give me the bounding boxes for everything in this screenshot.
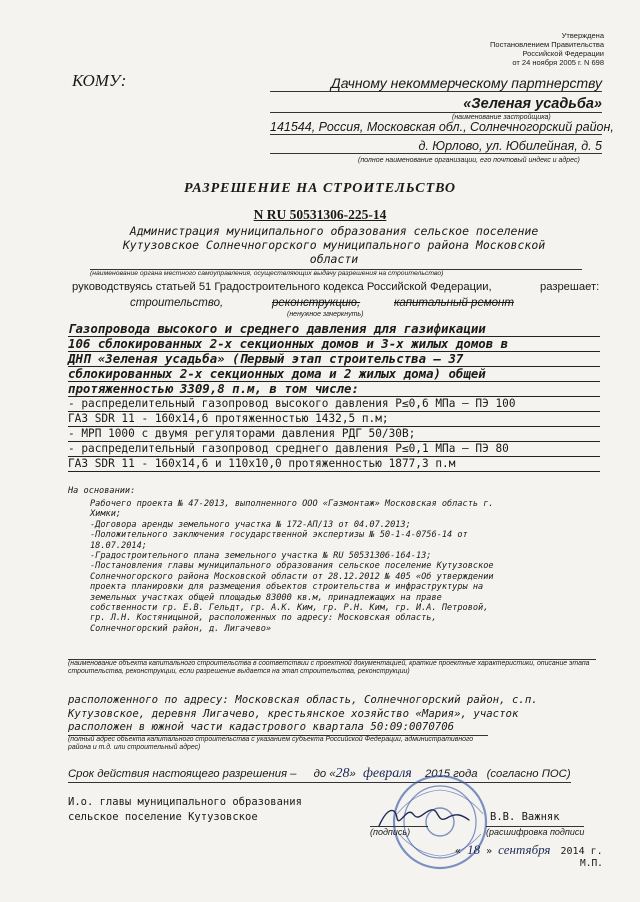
object-line: ГАЗ SDR 11 - 160х14,6 протяженностью 1432,5 п.м; bbox=[68, 412, 600, 427]
signatory-name: В.В. Важняк bbox=[490, 811, 560, 823]
date-year: 2014 г. bbox=[560, 846, 603, 857]
seal-mark-mp: М.П. bbox=[580, 858, 603, 869]
approval-line: Утверждена bbox=[561, 31, 604, 40]
authority-line: Кутузовское Солнечногорского муниципального района Московской bbox=[122, 238, 546, 252]
basis-line: Рабочего проекта № 47-2013, выполненного ООО «Газмонтаж» Московская область г. bbox=[90, 499, 494, 509]
recipient-label: КОМУ: bbox=[72, 71, 127, 90]
basis-line: Солнечногорского района Московской области от 28.12.2012 № 405 «Об утверждении bbox=[90, 571, 494, 582]
validity-year: 2015 года bbox=[424, 768, 478, 780]
validity-suffix: (согласно ПОС) bbox=[486, 768, 571, 780]
validity-prefix: Срок действия настоящего разрешения – bbox=[68, 768, 297, 780]
basis-list bbox=[90, 499, 600, 634]
address-line: расположенного по адресу: Московская область, Солнечногорский район, с.п. bbox=[68, 693, 538, 706]
basis-line: -Постановления главы муниципального образования сельское поселение Кутузовское bbox=[90, 561, 494, 572]
issuing-authority bbox=[68, 224, 600, 266]
address-line: Кутузовское, деревня Лигачево, крестьянское хозяйство «Мария», участок bbox=[68, 706, 519, 720]
work-type-construction: строительство, bbox=[130, 297, 224, 309]
signatory-title-line2: сельское поселение Кутузовское bbox=[68, 811, 258, 823]
basis-line: -Положительного заключения государственной экспертизы № 50-1-4-0756-14 от bbox=[90, 530, 468, 541]
signatory-title-line1: И.о. главы муниципального образования bbox=[68, 796, 302, 808]
approval-line: Постановлением Правительства bbox=[490, 40, 604, 49]
recipient-address-line1: 141544, Россия, Московская обл., Солнечногорский район, bbox=[270, 120, 614, 134]
object-line: - распределительный газопровод среднего давления Р≤0,1 МПа – ПЭ 80 bbox=[68, 442, 600, 457]
date-month: сентября bbox=[498, 842, 551, 857]
signature-caption: (подпись) bbox=[370, 826, 428, 837]
basis-line: -Договора аренды земельного участка № 172-АП/13 от 04.07.2013; bbox=[90, 519, 411, 530]
object-line: протяженностью 3309,8 п.м, в том числе: bbox=[68, 382, 600, 397]
date-day: 18 bbox=[467, 842, 481, 857]
authority-caption: (наименование органа местного самоуправления, осуществляющих выдачу разрешения на строительство) bbox=[90, 269, 582, 277]
recipient-address-caption: (полное наименование организации, его почтовый индекс и адрес) bbox=[358, 157, 580, 164]
authority-line: области bbox=[309, 252, 359, 266]
object-line: 106 сблокированных 2-х секционных домов и 3-х жилых домов в bbox=[68, 337, 600, 352]
allows-label: разрешает: bbox=[540, 281, 600, 293]
basis-line: 18.07.2014; bbox=[90, 540, 147, 551]
basis-label: На основании: bbox=[68, 486, 136, 496]
work-type-capital-repair: капитальный ремонт bbox=[394, 297, 514, 309]
object-line: - МРП 1000 с двумя регуляторами давления РДГ 50/30В; bbox=[68, 427, 600, 442]
basis-line: гр. Л.Н. Костяницыной, расположенных по адресу: Московская область, bbox=[90, 613, 437, 624]
basis-caption: (наименование объекта капитального строительства в соответствии с проектной документацией, краткие проектные характеристики, описание этапа строительства, реконструкции, если разрешение выдается на этап строительства, реконструкции) bbox=[68, 659, 596, 676]
document-title: РАЗРЕШЕНИЕ НА СТРОИТЕЛЬСТВО bbox=[184, 181, 456, 196]
authority-line: Администрация муниципального образования сельское поселение bbox=[129, 224, 539, 238]
basis-line: Химки; bbox=[90, 509, 122, 520]
legal-basis-text: руководствуясь статьей 51 Градостроительного кодекса Российской Федерации, bbox=[72, 281, 492, 293]
object-line: сблокированных 2-х секционных дома и 2 жилых дома) общей bbox=[68, 367, 600, 382]
object-line: ДНП «Зеленая усадьба» (Первый этап строительства – 37 bbox=[68, 352, 600, 367]
basis-line: проекта планировки для размещения объектов строительства и инфраструктуры на bbox=[90, 582, 484, 593]
validity-day: 28 bbox=[335, 766, 350, 781]
approval-note bbox=[490, 31, 604, 67]
object-line: Газопровода высокого и среднего давления для газификации bbox=[68, 322, 600, 337]
object-line: - распределительный газопровод высокого давления Р≤0,6 МПа – ПЭ 100 bbox=[68, 397, 600, 412]
basis-line: собственности гр. Е.В. Гельдт, гр. А.К. Ким, гр. Р.Н. Ким, гр. И.А. Петровой, bbox=[90, 603, 489, 614]
object-address bbox=[68, 693, 598, 734]
address-line: расположен в южной части кадастрового квартала 50:09:0070706 bbox=[68, 720, 455, 733]
basis-line: -Градостроительного плана земельного участка № RU 50531306-164-13; bbox=[90, 551, 432, 562]
signing-date bbox=[455, 842, 603, 858]
validity-month: февраля bbox=[362, 766, 412, 781]
recipient-name-caption: (наименование застройщика) bbox=[452, 114, 551, 121]
work-type-caption: (ненужное зачеркнуть) bbox=[287, 311, 364, 318]
basis-line: Солнечногорский район, д. Лигачево» bbox=[90, 623, 272, 634]
address-caption: (полный адрес объекта капитального строительства с указанием субъекта Российской Федерации, административного района и т.д. или строительный адрес) bbox=[68, 735, 488, 752]
validity-until: до « bbox=[313, 768, 336, 780]
date-open: « bbox=[455, 846, 462, 857]
work-type-reconstruction: реконструкцию, bbox=[272, 297, 361, 309]
recipient-address-line2: д. Юрлово, ул. Юбилейная, д. 5 bbox=[270, 139, 602, 154]
approval-line: от 24 ноября 2005 г. N 698 bbox=[512, 58, 604, 67]
date-close: » bbox=[486, 846, 493, 857]
recipient-name-line2: «Зеленая усадьба» bbox=[270, 96, 602, 113]
basis-line: земельных участках общей площадью 83000 кв.м, принадлежащих на праве bbox=[90, 592, 442, 603]
recipient-name-line1: Дачному некоммерческому партнерству bbox=[270, 75, 602, 92]
validity-close: » bbox=[349, 768, 356, 780]
object-description bbox=[68, 322, 600, 472]
object-line: ГАЗ SDR 11 - 160х14,6 и 110х10,0 протяженностью 1877,3 п.м bbox=[68, 457, 600, 472]
signature-decode-caption: (расшифровка подписи bbox=[486, 827, 585, 837]
approval-line: Российской Федерации bbox=[522, 49, 604, 58]
permit-number: N RU 50531306-225-14 bbox=[253, 207, 387, 222]
